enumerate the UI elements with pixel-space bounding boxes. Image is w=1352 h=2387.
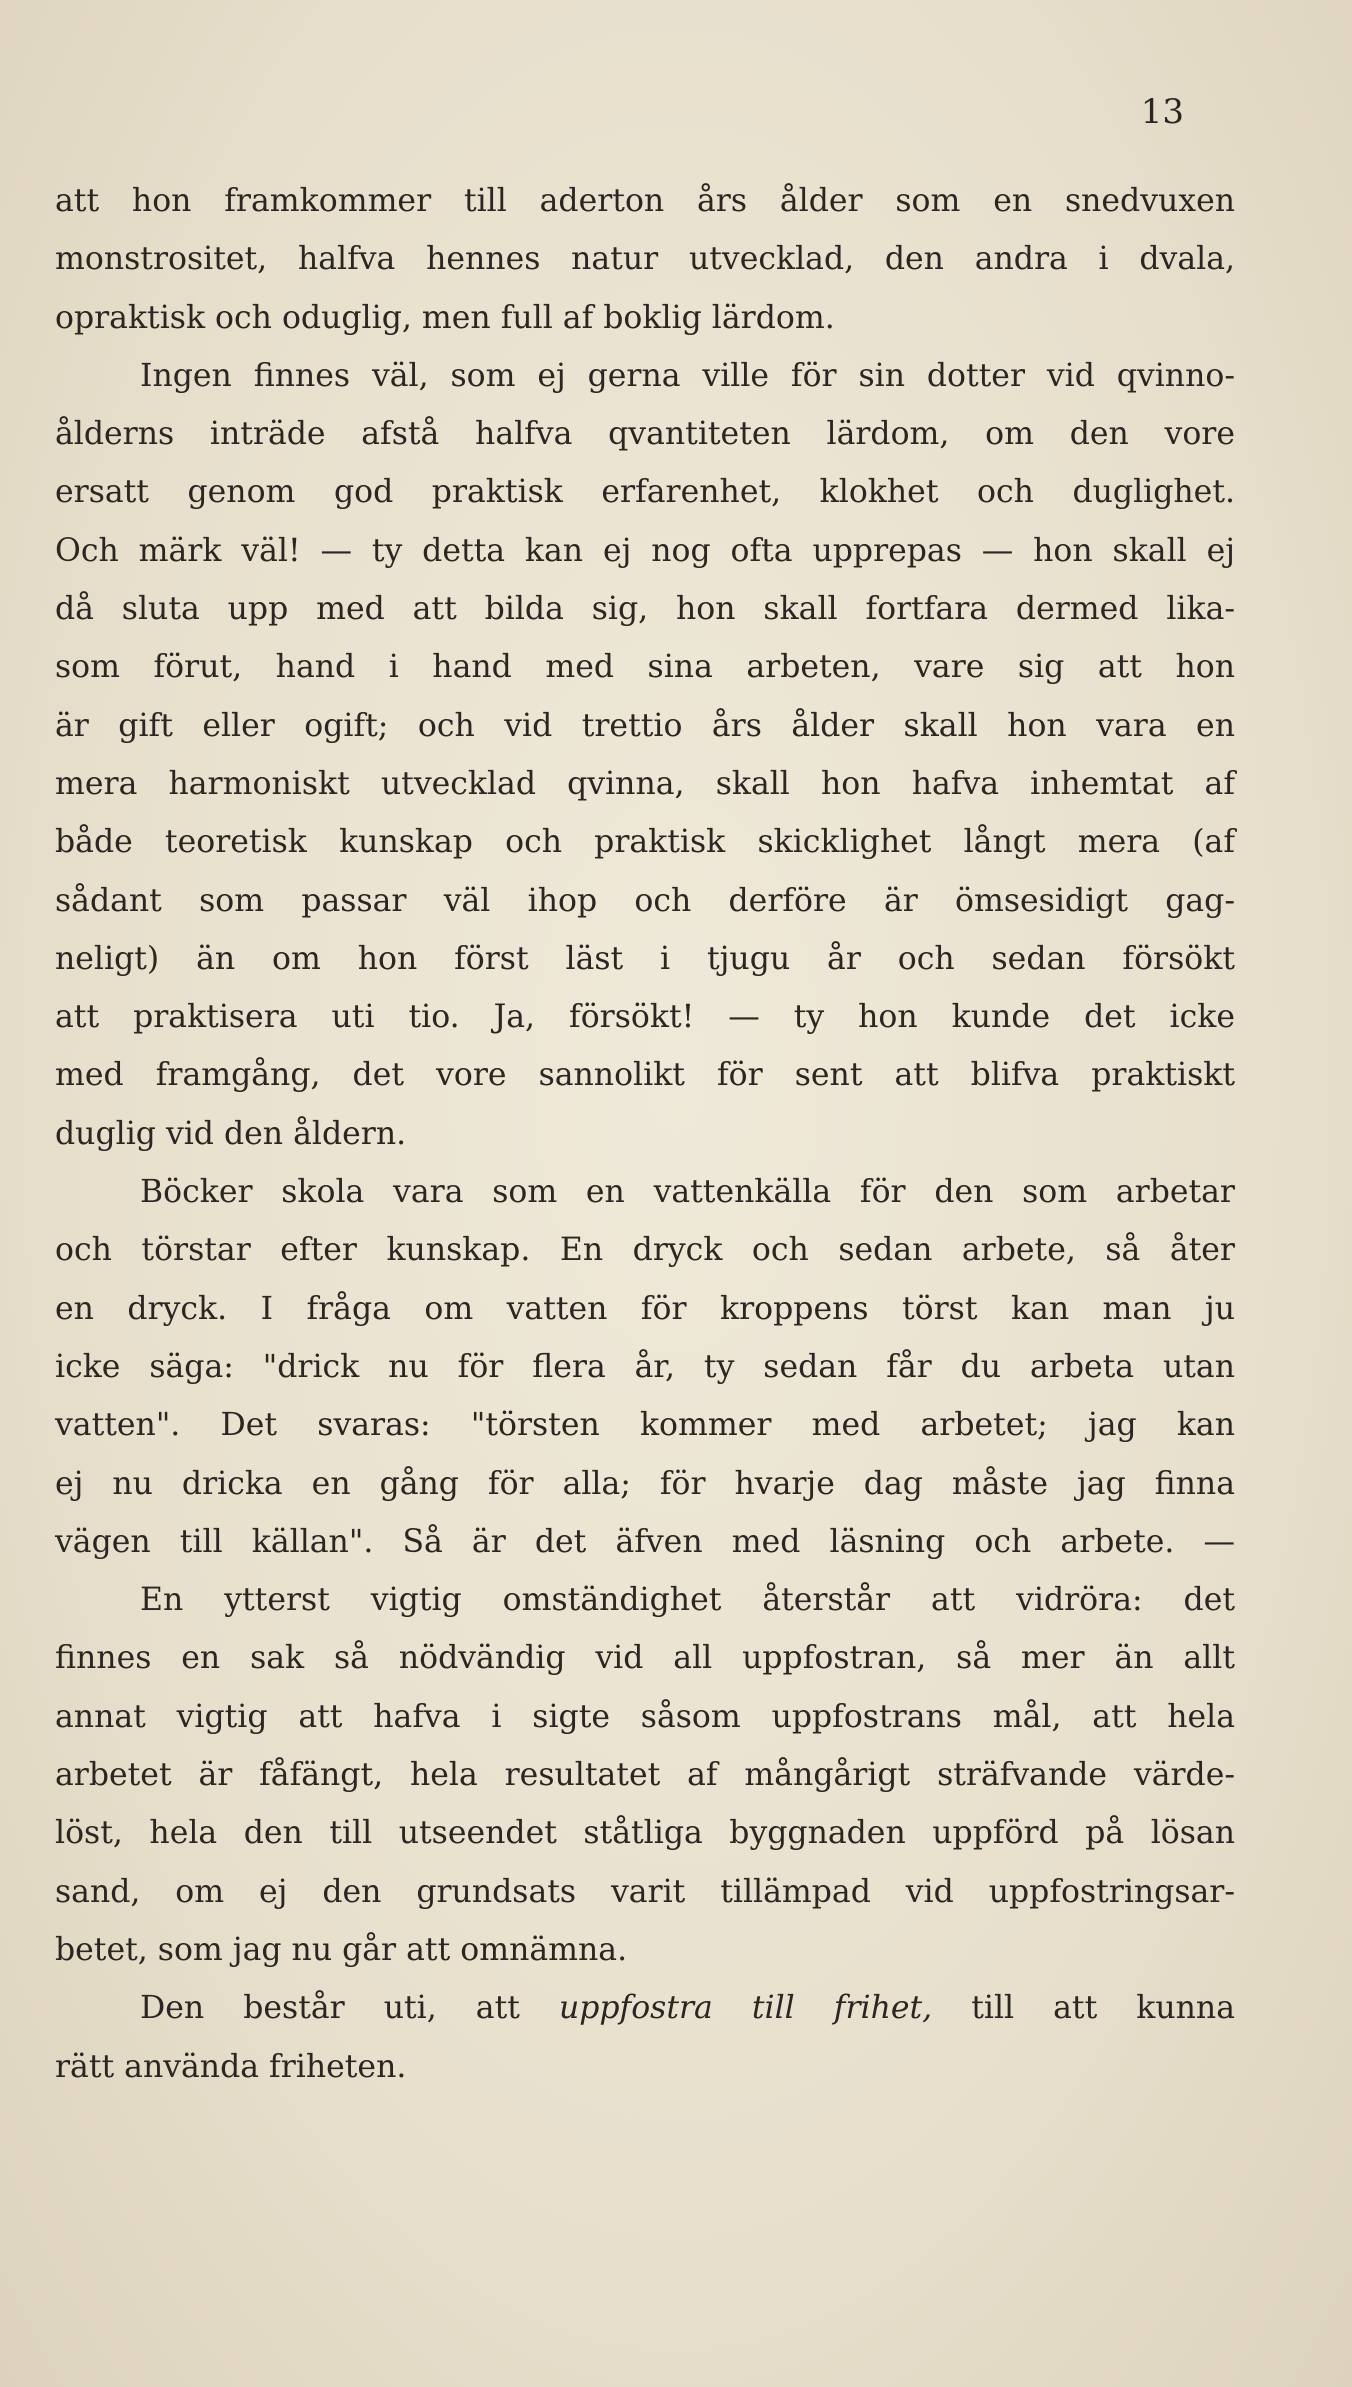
text-segment: Den består uti, att	[140, 1990, 559, 2027]
text-line: en dryck. I fråga om vatten för kroppens törst kan man ju	[55, 1290, 1235, 1327]
text-line: Och märk väl! — ty detta kan ej nog ofta upprepas — hon skall ej	[55, 532, 1235, 569]
text-line-final-2: rätt använda friheten.	[55, 2048, 407, 2085]
text-line: att praktisera uti tio. Ja, försökt! — ty hon kunde det icke	[55, 999, 1235, 1036]
text-line: ersatt genom god praktisk erfarenhet, klokhet och duglighet.	[55, 474, 1235, 511]
text-line: En ytterst vigtig omständighet återstår att vidröra: det	[140, 1582, 1235, 1619]
text-line: som förut, hand i hand med sina arbeten, vare sig att hon	[55, 649, 1235, 686]
italic-emphasis: uppfostra till frihet,	[558, 1990, 933, 2027]
text-line: både teoretisk kunskap och praktisk skicklighet långt mera (af	[55, 824, 1235, 861]
text-line: och törstar efter kunskap. En dryck och sedan arbete, så åter	[55, 1232, 1235, 1269]
text-line-final-1	[55, 1979, 1235, 2037]
page-number: 13	[1140, 92, 1184, 132]
text-line: monstrositet, halfva hennes natur utvecklad, den andra i dvala,	[55, 241, 1235, 278]
text-line: Böcker skola vara som en vattenkälla för den som arbetar	[140, 1174, 1235, 1211]
text-line: vatten". Det svaras: "törsten kommer med arbetet; jag kan	[55, 1407, 1235, 1444]
text-line: ålderns inträde afstå halfva qvantiteten lärdom, om den vore	[55, 416, 1235, 453]
text-line: duglig vid den åldern.	[55, 1115, 407, 1152]
text-line: betet, som jag nu går att omnämna.	[55, 1931, 628, 1968]
text-line: ej nu dricka en gång för alla; för hvarje dag måste jag finna	[55, 1465, 1235, 1502]
text-line: sand, om ej den grundsats varit tillämpad vid uppfostringsar-	[55, 1873, 1235, 1910]
text-line: mera harmoniskt utvecklad qvinna, skall hon hafva inhemtat af	[55, 765, 1235, 802]
text-line: finnes en sak så nödvändig vid all uppfostran, så mer än allt	[55, 1640, 1235, 1677]
text-line: med framgång, det vore sannolikt för sent att blifva praktiskt	[55, 1057, 1235, 1094]
text-line: neligt) än om hon först läst i tjugu år och sedan försökt	[55, 940, 1235, 977]
text-line: annat vigtig att hafva i sigte såsom uppfostrans mål, att hela	[55, 1698, 1235, 1735]
text-line: vägen till källan". Så är det äfven med läsning och arbete. —	[55, 1523, 1235, 1560]
text-lines	[55, 172, 1235, 1979]
text-line: opraktisk och oduglig, men full af boklig lärdom.	[55, 299, 835, 336]
text-segment: till att kunna	[932, 1990, 1236, 2027]
text-line: arbetet är fåfängt, hela resultatet af mångårigt sträfvande värde-	[55, 1757, 1235, 1794]
text-line: icke säga: "drick nu för flera år, ty sedan får du arbeta utan	[55, 1348, 1235, 1385]
text-line: att hon framkommer till aderton års ålder som en snedvuxen	[55, 183, 1235, 219]
body-text	[55, 172, 1235, 2096]
text-line: då sluta upp med att bilda sig, hon skall fortfara dermed lika-	[55, 591, 1235, 628]
text-line: löst, hela den till utseendet ståtliga byggnaden uppförd på lösan	[55, 1815, 1235, 1852]
text-line: Ingen finnes väl, som ej gerna ville för sin dotter vid qvinno-	[140, 357, 1235, 394]
text-line: är gift eller ogift; och vid trettio års ålder skall hon vara en	[55, 707, 1235, 744]
text-line: sådant som passar väl ihop och derföre är ömsesidigt gag-	[55, 882, 1235, 919]
